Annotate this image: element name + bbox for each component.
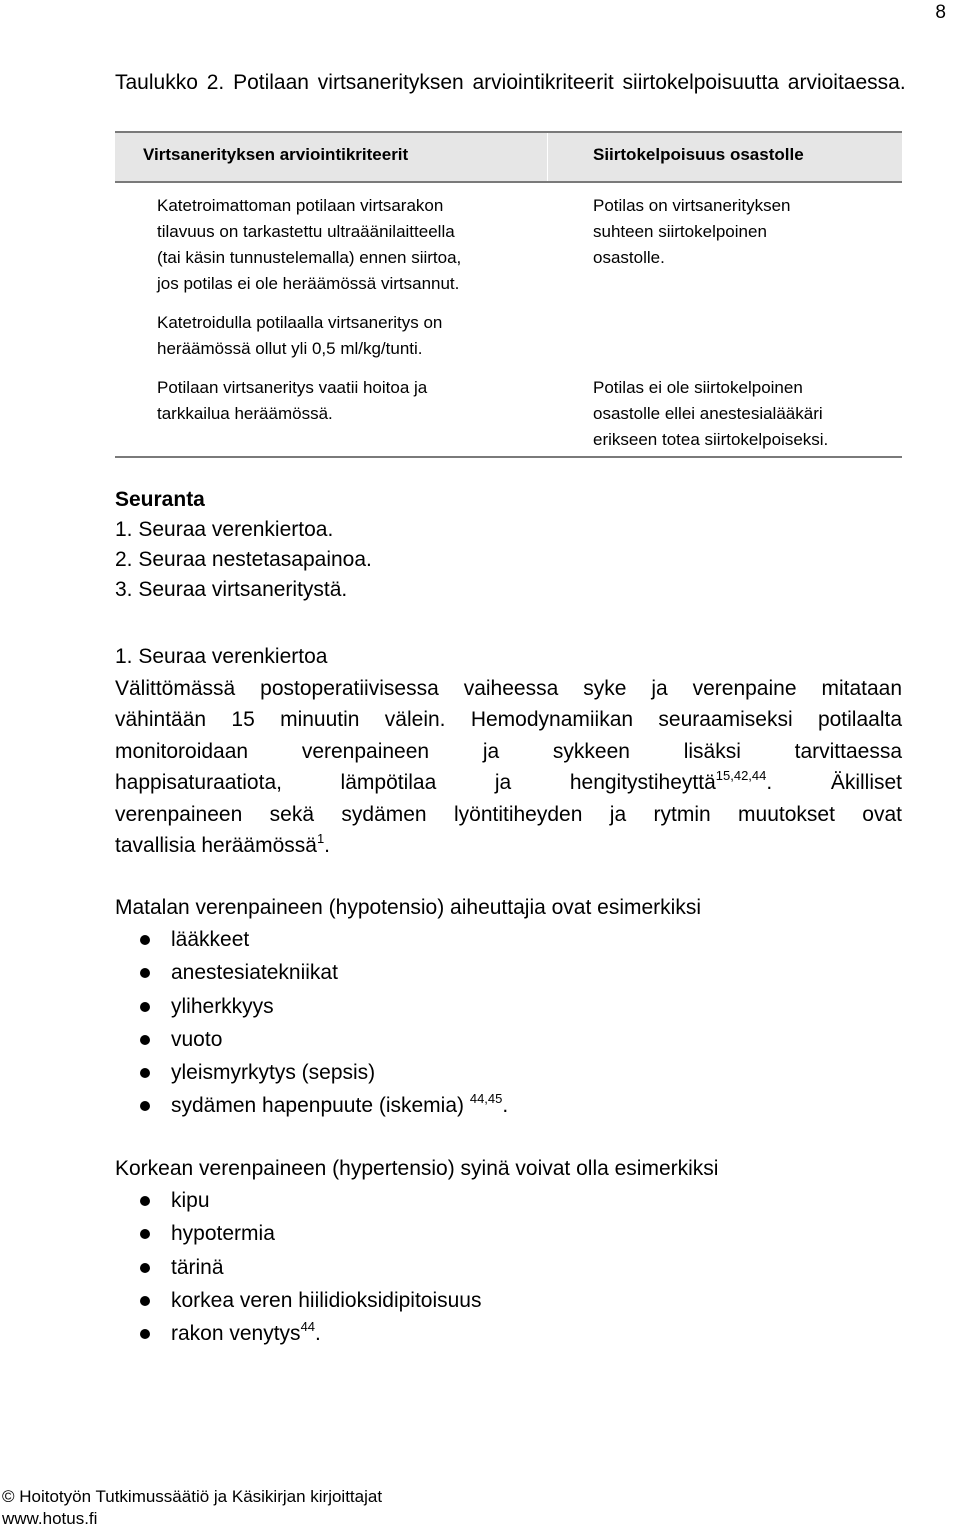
cell-line: Katetroidulla potilaalla virtsaneritys on xyxy=(157,313,443,332)
list-item-text: yliherkkyys xyxy=(171,994,274,1018)
table-header-transfer: Siirtokelpoisuus osastolle xyxy=(593,145,804,164)
seuranta-item: 2. Seuraa nestetasapainoa. xyxy=(115,548,372,571)
list-item-text: hypotermia xyxy=(171,1222,275,1246)
table-header-criteria: Virtsanerityksen arviointikriteerit xyxy=(143,145,409,164)
bullet-icon xyxy=(140,1068,150,1078)
list-item-text: . xyxy=(502,1094,509,1118)
list-item-text: tärinä xyxy=(171,1255,224,1279)
page-number: 8 xyxy=(935,2,946,23)
bullet-icon xyxy=(140,1329,150,1339)
seuranta-section xyxy=(115,485,905,605)
table-cell-criteria-1 xyxy=(157,193,461,297)
table-cell-transfer-1 xyxy=(593,193,790,271)
seuranta-item: 3. Seuraa virtsaneritystä. xyxy=(115,578,348,601)
hypertensio-list xyxy=(115,1184,905,1350)
cell-line: suhteen siirtokelpoinen xyxy=(593,222,767,241)
cell-line: Potilaan virtsaneritys vaatii hoitoa ja xyxy=(157,378,428,397)
list-item-text: kipu xyxy=(171,1189,210,1212)
list-item xyxy=(115,923,905,956)
paragraph-line xyxy=(115,830,902,862)
line-text: happisaturaatiota, lämpötilaa ja hengitystiheyttä xyxy=(115,771,716,794)
cell-line: jos potilas ei ole heräämössä virtsannut. xyxy=(157,274,460,293)
line-text: . Äkilliset xyxy=(766,771,902,794)
seuranta-title: Seuranta xyxy=(115,488,205,511)
paragraph-line: verenpaineen sekä sydämen lyöntitiheyden ja rytmin muutokset ovat xyxy=(115,802,902,826)
list-item xyxy=(115,1184,905,1217)
list-item xyxy=(115,990,905,1023)
list-item-text: korkea veren hiilidioksidipitoisuus xyxy=(171,1288,482,1312)
list-item xyxy=(115,1023,905,1056)
cell-line: tilavuus on tarkastettu ultraäänilaitteella xyxy=(157,222,455,241)
cell-line: tarkkailua heräämössä. xyxy=(157,404,333,423)
cell-line: Potilas ei ole siirtokelpoinen xyxy=(593,378,803,397)
list-item xyxy=(115,1089,905,1122)
footer-url: www.hotus.fi xyxy=(2,1509,98,1528)
list-item-text: sydämen hapenpuute (iskemia) xyxy=(171,1094,464,1118)
hypotensio-list xyxy=(115,923,905,1123)
list-intro: Matalan verenpaineen (hypotensio) aiheuttajia ovat esimerkiksi xyxy=(115,896,701,919)
citation: 1 xyxy=(316,831,325,846)
list-item-text: yleismyrkytys (sepsis) xyxy=(171,1061,376,1085)
cell-line: osastolle ellei anestesialääkäri xyxy=(593,404,823,423)
cell-line: Katetroimattoman potilaan virtsarakon xyxy=(157,196,444,215)
bullet-icon xyxy=(140,1035,150,1045)
list-item xyxy=(115,956,905,989)
citation: 44 xyxy=(300,1319,316,1335)
list-item-text: vuoto xyxy=(171,1027,223,1051)
line-text: tavallisia heräämössä xyxy=(115,834,317,857)
list-item xyxy=(115,1284,905,1317)
list-item-text: rakon venytys xyxy=(171,1322,301,1346)
table-header-rule xyxy=(115,181,902,183)
bullet-icon xyxy=(140,1101,150,1111)
line-text: . xyxy=(324,834,331,857)
bullet-icon xyxy=(140,1002,150,1012)
cell-line: Potilas on virtsanerityksen xyxy=(593,196,791,215)
bullet-icon xyxy=(140,935,150,945)
paragraph-line: Välittömässä postoperatiivisessa vaiheessa syke ja verenpaine mitataan xyxy=(115,676,902,700)
paragraph-line xyxy=(115,767,902,799)
table-top-rule xyxy=(115,131,902,133)
list-item xyxy=(115,1217,905,1250)
list-item xyxy=(115,1317,905,1350)
section-heading: 1. Seuraa verenkiertoa xyxy=(115,645,328,668)
hypotensio-section xyxy=(115,893,905,1123)
table-bottom-rule xyxy=(115,456,902,458)
hypertensio-section xyxy=(115,1154,905,1350)
list-item xyxy=(115,1056,905,1089)
table-cell-criteria-3 xyxy=(157,375,427,427)
bullet-icon xyxy=(140,968,150,978)
bullet-icon xyxy=(140,1229,150,1239)
cell-line: (tai käsin tunnustelemalla) ennen siirtoa, xyxy=(157,248,462,267)
page-footer xyxy=(2,1486,382,1530)
list-item-text: . xyxy=(315,1322,321,1346)
list-item-text: anestesiatekniikat xyxy=(171,961,338,985)
bullet-icon xyxy=(140,1196,150,1206)
paragraph-line: monitoroidaan verenpaineen ja sykkeen lisäksi tarvittaessa xyxy=(115,739,902,763)
seuranta-item: 1. Seuraa verenkiertoa. xyxy=(115,518,334,541)
assessment-table xyxy=(115,131,902,458)
list-item xyxy=(115,1251,905,1284)
cell-line: osastolle. xyxy=(593,248,665,267)
cell-line: erikseen totea siirtokelpoiseksi. xyxy=(593,430,829,449)
table-header-divider xyxy=(547,131,548,181)
paragraph-line: vähintään 15 minuutin välein. Hemodynamiikan seuraamiseksi potilaalta xyxy=(115,708,902,731)
verenkierto-section xyxy=(115,641,902,862)
citation: 15,42,44 xyxy=(715,768,767,783)
table-cell-transfer-2 xyxy=(593,375,828,453)
list-intro: Korkean verenpaineen (hypertensio) syinä voivat olla esimerkiksi xyxy=(115,1157,719,1180)
list-item-text: lääkkeet xyxy=(171,928,250,951)
footer-copyright: © Hoitotyön Tutkimussäätiö ja Käsikirjan kirjoittajat xyxy=(2,1487,383,1506)
table-caption-text: Taulukko 2. Potilaan virtsanerityksen arviointikriteerit siirtokelpoisuutta arvioitaessa. xyxy=(115,71,906,94)
cell-line: heräämössä ollut yli 0,5 ml/kg/tunti. xyxy=(157,339,423,358)
table-cell-criteria-2 xyxy=(157,310,442,362)
bullet-icon xyxy=(140,1296,150,1306)
citation: 44,45 xyxy=(469,1091,503,1107)
table-caption xyxy=(115,67,915,98)
bullet-icon xyxy=(140,1263,150,1273)
